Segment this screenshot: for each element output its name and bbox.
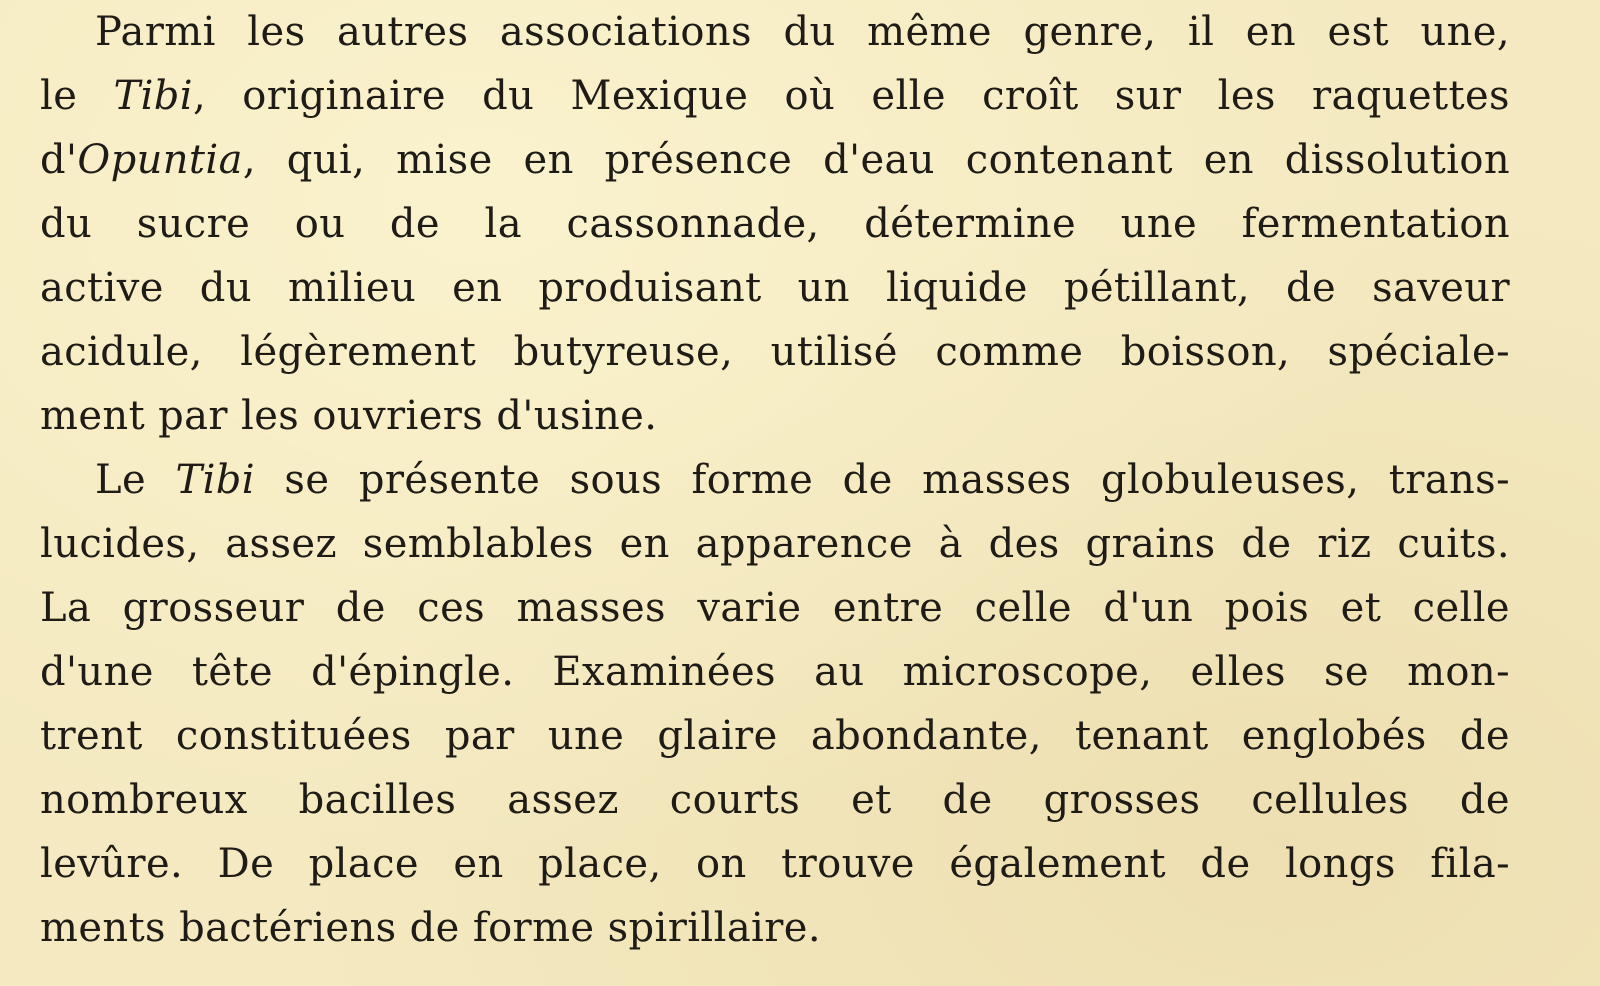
text-line xyxy=(40,320,1510,384)
italic-term: Tibi xyxy=(113,73,193,119)
text-run: nombreux bacilles assez courts et de grosses cellules de xyxy=(40,777,1510,823)
italic-term: Opuntia xyxy=(77,137,243,183)
text-run: lucides, assez semblables en apparence à des grains de riz cuits. xyxy=(40,521,1510,567)
text-run: ments bactériens de forme spirillaire. xyxy=(40,905,821,951)
text-line xyxy=(40,192,1510,256)
text-line xyxy=(40,896,1510,960)
text-run: se présente sous forme de masses globuleuses, trans- xyxy=(254,457,1510,503)
text-line xyxy=(40,64,1510,128)
text-line xyxy=(40,256,1510,320)
text-run: levûre. De place en place, on trouve également de longs fila- xyxy=(40,841,1510,887)
text-run: trent constituées par une glaire abondante, tenant englobés de xyxy=(40,713,1510,759)
text-run: La grosseur de ces masses varie entre celle d'un pois et celle xyxy=(40,585,1510,631)
text-run: acidule, légèrement butyreuse, utilisé comme boisson, spéciale- xyxy=(40,329,1510,375)
italic-term: Tibi xyxy=(175,457,255,503)
text-run: le xyxy=(40,73,114,119)
text-line xyxy=(40,640,1510,704)
text-line xyxy=(40,768,1510,832)
text-line xyxy=(40,832,1510,896)
text-run: du sucre ou de la cassonnade, détermine une fermentation xyxy=(40,201,1510,247)
text-line xyxy=(40,448,1510,512)
text-run: , qui, mise en présence d'eau contenant en dissolution xyxy=(242,137,1510,183)
paragraph-1 xyxy=(40,0,1510,448)
text-line xyxy=(40,512,1510,576)
text-line xyxy=(40,384,1510,448)
body-text xyxy=(40,0,1510,960)
text-line xyxy=(40,128,1510,192)
text-run: , originaire du Mexique où elle croît sur les raquettes xyxy=(192,73,1510,119)
text-run: ment par les ouvriers d'usine. xyxy=(40,393,658,439)
text-line xyxy=(40,704,1510,768)
text-run: d' xyxy=(40,137,78,183)
text-run: Le xyxy=(95,457,176,503)
text-run: Parmi les autres associations du même genre, il en est une, xyxy=(95,9,1510,55)
paragraph-2 xyxy=(40,448,1510,960)
text-run: active du milieu en produisant un liquide pétillant, de saveur xyxy=(40,265,1510,311)
text-run: d'une tête d'épingle. Examinées au microscope, elles se mon- xyxy=(40,649,1510,695)
text-line xyxy=(40,576,1510,640)
text-line xyxy=(40,0,1510,64)
